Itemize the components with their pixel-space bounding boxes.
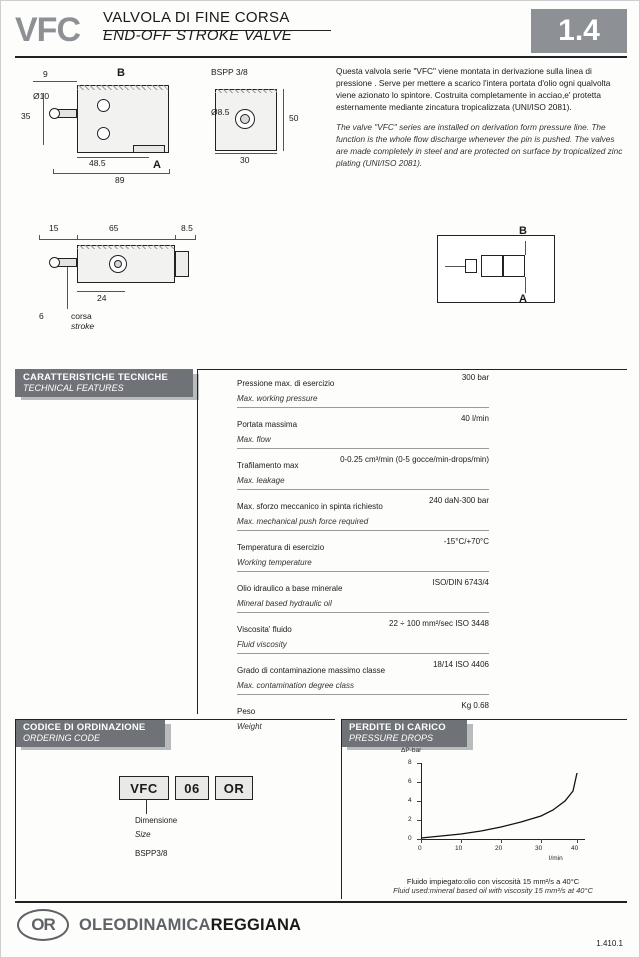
row-label-it: Pressione max. di esercizio: [237, 379, 335, 388]
dim-diam10-label: Ø10: [33, 91, 50, 101]
logo-mark: OR: [17, 909, 69, 941]
row-label-it: Grado di contaminazione massimo classe: [237, 666, 386, 675]
row-value: 0-0.25 cm³/min (0-5 gocce/min-drops/min): [340, 455, 489, 464]
table-row: [237, 533, 489, 574]
row-label-en: Fluid viscosity: [237, 640, 287, 649]
row-value: 22 ÷ 100 mm²/sec ISO 3448: [389, 619, 489, 628]
row-divider: [237, 653, 489, 654]
chapter-badge: 1.4: [531, 9, 627, 53]
technical-tab-italian: CARATTERISTICHE TECNICHE: [23, 372, 169, 383]
chart-curve: [399, 763, 589, 851]
technical-tab-english: TECHNICAL FEATURES: [23, 383, 124, 393]
side-end-cap: [175, 251, 189, 277]
table-row: [237, 369, 489, 410]
row-divider: [237, 530, 489, 531]
front-body-hatch: [77, 85, 169, 90]
front-port-top: [97, 99, 110, 112]
description-italian: Questa valvola serie "VFC" viene montata in derivazione sulla linea di pressione . Serve per mettere a scarico l'intera portata d'olio ogni qualvolta viene azionato lo spintore. Costruita completamente in acciao,e' protetta esternamente mediante zincatura tropicalizzata (UNI/ISO 2081).: [336, 66, 611, 113]
top-body-hatch: [215, 89, 277, 93]
row-divider: [237, 407, 489, 408]
chart-xtick-label-4: 40: [571, 845, 579, 852]
company-name-part2: REGGIANA: [210, 915, 302, 934]
company-name-part1: OLEODINAMICA: [79, 915, 211, 934]
row-divider: [237, 612, 489, 613]
table-row: [237, 410, 489, 451]
row-label-en: Max. leakage: [237, 476, 285, 485]
code-caption-italian: Dimensione: [135, 816, 178, 825]
page-title: [103, 9, 403, 44]
pressure-tab-italian: PERDITE DI CARICO: [349, 722, 446, 733]
pressure-note-english: Fluid used:mineral based oil with viscosity 15 mm²/s at 40°C: [393, 886, 593, 895]
front-mount-face: [133, 145, 165, 153]
dim-35-label: 35: [21, 111, 31, 121]
chart-xtick-label-3: 30: [535, 845, 543, 852]
row-value: 240 daN-300 bar: [428, 496, 489, 505]
row-label-en: Max. mechanical push force required: [237, 517, 369, 526]
thread-label: BSPP 3/8: [211, 67, 248, 77]
row-divider: [237, 448, 489, 449]
symbol-line-in: [445, 266, 465, 267]
row-label-it: Portata massima: [237, 420, 298, 429]
row-label-en: Max. working pressure: [237, 394, 318, 403]
dim-48-5-label: 48.5: [89, 158, 106, 168]
chart-xtick-label-1: 10: [455, 845, 463, 852]
side-tick-4: [195, 235, 196, 240]
row-label-it: Olio idraulico a base minerale: [237, 584, 343, 593]
row-label-it: Trafilamento max: [237, 461, 299, 470]
stroke-label-it: corsa: [71, 311, 92, 321]
symbol-valve-box-1: [481, 255, 503, 277]
row-label-it: Peso: [237, 707, 256, 716]
company-name: [79, 916, 301, 935]
symbol-line-a: [525, 277, 526, 293]
chart-y-axis-label: ΔP-bar: [401, 747, 422, 754]
row-divider: [237, 571, 489, 572]
description-english: The valve "VFC" series are installed on derivation form pressure line. The function is the whole flow discharge whenever the pin is pushed. The valves are made completely in steel and are protected on surface by tropicalized zinc plating (UNI/ISO 2081).: [336, 122, 623, 169]
code-leader-line: [146, 800, 147, 814]
pressure-note: [373, 877, 613, 895]
dim-89-line: [53, 173, 169, 174]
title-divider: [103, 30, 331, 31]
code-caption-english: Size: [135, 830, 151, 839]
table-row: [237, 656, 489, 697]
stroke-label-en: stroke: [71, 321, 95, 331]
row-value: 300 bar: [461, 373, 489, 382]
code-box-model[interactable]: VFC: [119, 776, 169, 800]
chart-xtick-label-2: 20: [495, 845, 503, 852]
ordering-frame: [15, 719, 335, 899]
chart-x-axis-label: l/min: [549, 855, 563, 862]
row-value: -15°C/+70°C: [443, 537, 489, 546]
port-b-label-symbol: B: [519, 225, 527, 237]
side-tick-3: [175, 235, 176, 240]
dim-9-line: [33, 81, 77, 82]
row-label-en: Max. contamination degree class: [237, 681, 354, 690]
row-divider: [237, 489, 489, 490]
row-value: 18/14 ISO 4406: [432, 660, 489, 669]
pressure-tab-english: PRESSURE DROPS: [349, 733, 434, 743]
top-port-inner: [240, 114, 250, 124]
dim-9-label: 9: [43, 69, 48, 79]
dim-89-label: 89: [115, 175, 125, 185]
row-label-en: Max. flow: [237, 435, 271, 444]
pressure-note-italian: Fluido impiegato:olio con viscosità 15 mm²/s a 40°C: [406, 877, 580, 886]
table-row: [237, 492, 489, 533]
ordering-tab-english: ORDERING CODE: [23, 733, 101, 743]
code-box-seal[interactable]: OR: [215, 776, 253, 800]
row-label-en: Mineral based hydraulic oil: [237, 599, 332, 608]
chart-ytick-label-0: 0: [408, 835, 412, 842]
ordering-tab-italian: CODICE DI ORDINAZIONE: [23, 722, 146, 733]
dim-89-tick-right: [169, 169, 170, 174]
chart-ytick-label-2: 4: [408, 797, 412, 804]
chart-ytick-label-3: 6: [408, 778, 412, 785]
row-label-en: Working temperature: [237, 558, 312, 567]
dim-24-label: 24: [97, 293, 107, 303]
row-label-it: Temperatura di esercizio: [237, 543, 325, 552]
symbol-line-b: [525, 241, 526, 255]
row-label-it: Max. sforzo meccanico in spinta richiesto: [237, 502, 383, 511]
technical-features-table: [237, 369, 489, 733]
dim-65-label: 65: [109, 223, 119, 233]
row-label-en: Weight: [237, 722, 262, 731]
row-label-it: Viscosita' fluido: [237, 625, 292, 634]
port-a-label-front: A: [153, 159, 161, 171]
front-pin-end: [49, 108, 60, 119]
side-top-dimline: [39, 239, 195, 240]
dim-diam8-5-label: Ø8.5: [211, 107, 230, 117]
chart-xtick-label-0: 0: [418, 845, 422, 852]
side-body-hatch: [77, 245, 175, 249]
description-block: [336, 65, 628, 169]
chart-ytick-label-1: 2: [408, 816, 412, 823]
title-english: END-OFF STROKE VALVE: [103, 27, 293, 44]
side-tick-1: [39, 235, 40, 240]
table-row: [237, 451, 489, 492]
front-body-outline: [77, 85, 169, 153]
chart-ytick-label-4: 8: [408, 759, 412, 766]
symbol-pusher: [465, 259, 477, 273]
company-logo: [17, 909, 301, 941]
dim-50-line: [283, 89, 284, 151]
dim-89-tick-left: [53, 169, 54, 174]
pressure-drop-chart: [399, 747, 589, 862]
page-number: 1.410.1: [596, 939, 623, 948]
row-value: Kg 0.68: [461, 701, 489, 710]
dim-15-label: 15: [49, 223, 59, 233]
port-a-label-symbol: A: [519, 293, 527, 305]
model-logo: VFC: [15, 11, 80, 49]
code-caption-value: BSPP3/8: [135, 849, 168, 858]
title-italian: VALVOLA DI FINE CORSA: [103, 9, 290, 26]
page-header: [15, 9, 627, 57]
port-b-label-front: B: [117, 67, 125, 79]
row-value: 40 l/min: [460, 414, 489, 423]
dim-8-5-label: 8.5: [181, 223, 193, 233]
technical-features-tab: [15, 369, 193, 397]
table-row: [237, 574, 489, 615]
row-divider: [237, 694, 489, 695]
side-tick-2: [77, 235, 78, 240]
front-port-bottom: [97, 127, 110, 140]
side-port-inner: [114, 260, 122, 268]
symbol-valve-box-2: [503, 255, 525, 277]
dim-6-line: [67, 267, 68, 309]
dim-30-line: [215, 153, 277, 154]
dim-6-label: 6: [39, 311, 44, 321]
table-row: [237, 615, 489, 656]
dim-30-label: 30: [240, 155, 250, 165]
dim-35-line: [43, 93, 44, 145]
dim-24-line: [77, 291, 125, 292]
header-divider: [15, 56, 627, 58]
dim-50-label: 50: [289, 113, 299, 123]
side-pin-end: [49, 257, 60, 268]
row-value: ISO/DIN 6743/4: [432, 578, 489, 587]
code-box-size[interactable]: 06: [175, 776, 209, 800]
dim-48-5-line: [77, 157, 149, 158]
footer-divider: [15, 901, 627, 903]
